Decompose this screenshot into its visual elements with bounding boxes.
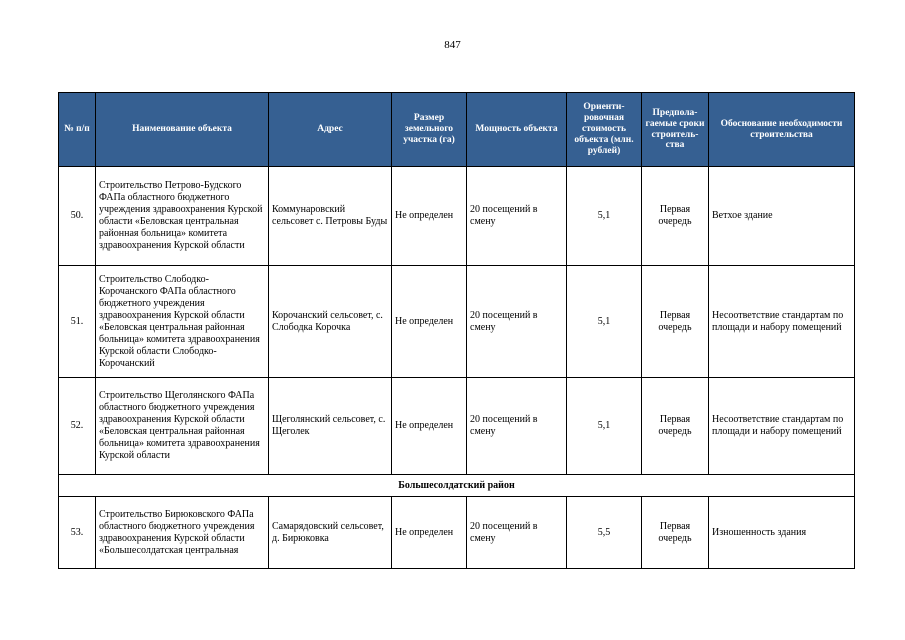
row-num: 51. <box>59 266 96 378</box>
row-name: Строительство Щеголянского ФАПа областного бюджетного учреждения здравоохранения Курской области «Беловская центральная районная больница» комитета здравоохранения Курской области <box>96 378 269 475</box>
column-header-term: Предпола-гаемые сроки строитель-ства <box>642 93 709 167</box>
row-term: Первая очередь <box>642 497 709 569</box>
table-row <box>59 266 855 378</box>
row-num: 50. <box>59 167 96 266</box>
table-row <box>59 378 855 475</box>
row-capacity: 20 посещений в смену <box>467 167 567 266</box>
row-name: Строительство Слободко-Корочанского ФАПа областного бюджетного учреждения здравоохранения Курской области «Беловская центральная районная больница» комитета здравоохранения Курской области Слободко-Корочанский <box>96 266 269 378</box>
column-header-area: Размер земельного участка (га) <box>392 93 467 167</box>
row-term: Первая очередь <box>642 167 709 266</box>
table-row <box>59 167 855 266</box>
row-area: Не определен <box>392 167 467 266</box>
row-area: Не определен <box>392 378 467 475</box>
column-header-num: № п/п <box>59 93 96 167</box>
table-row <box>59 497 855 569</box>
page-number: 847 <box>444 39 461 51</box>
column-header-reason: Обоснование необходимости строительства <box>709 93 855 167</box>
column-header-cost: Ориенти-ровочная стоимость объекта (млн. рублей) <box>567 93 642 167</box>
row-capacity: 20 посещений в смену <box>467 497 567 569</box>
row-term: Первая очередь <box>642 378 709 475</box>
row-address: Корочанский сельсовет, с. Слободка Корочка <box>269 266 392 378</box>
row-cost: 5,1 <box>567 378 642 475</box>
row-address: Коммунаровский сельсовет с. Петровы Буды <box>269 167 392 266</box>
row-area: Не определен <box>392 266 467 378</box>
row-capacity: 20 посещений в смену <box>467 266 567 378</box>
row-area: Не определен <box>392 497 467 569</box>
row-name: Строительство Бирюковского ФАПа областного бюджетного учреждения здравоохранения Курской области «Большесолдатская центральная <box>96 497 269 569</box>
column-header-capacity: Мощность объекта <box>467 93 567 167</box>
row-reason: Изношенность здания <box>709 497 855 569</box>
row-cost: 5,5 <box>567 497 642 569</box>
row-term: Первая очередь <box>642 266 709 378</box>
row-num: 53. <box>59 497 96 569</box>
row-cost: 5,1 <box>567 167 642 266</box>
table-header-row <box>59 93 855 167</box>
row-reason: Ветхое здание <box>709 167 855 266</box>
region-row <box>59 475 855 497</box>
row-num: 52. <box>59 378 96 475</box>
row-reason: Несоответствие стандартам по площади и набору помещений <box>709 378 855 475</box>
objects-table <box>58 92 855 569</box>
region-title: Большесолдатский район <box>59 475 855 497</box>
column-header-name: Наименование объекта <box>96 93 269 167</box>
row-address: Щеголянский сельсовет, с. Щеголек <box>269 378 392 475</box>
row-capacity: 20 посещений в смену <box>467 378 567 475</box>
row-cost: 5,1 <box>567 266 642 378</box>
column-header-address: Адрес <box>269 93 392 167</box>
row-name: Строительство Петрово-Будского ФАПа областного бюджетного учреждения здравоохранения Курской области «Беловская центральная районная больница» комитета здравоохранения Курской области <box>96 167 269 266</box>
row-reason: Несоответствие стандартам по площади и набору помещений <box>709 266 855 378</box>
row-address: Самарядовский сельсовет, д. Бирюковка <box>269 497 392 569</box>
